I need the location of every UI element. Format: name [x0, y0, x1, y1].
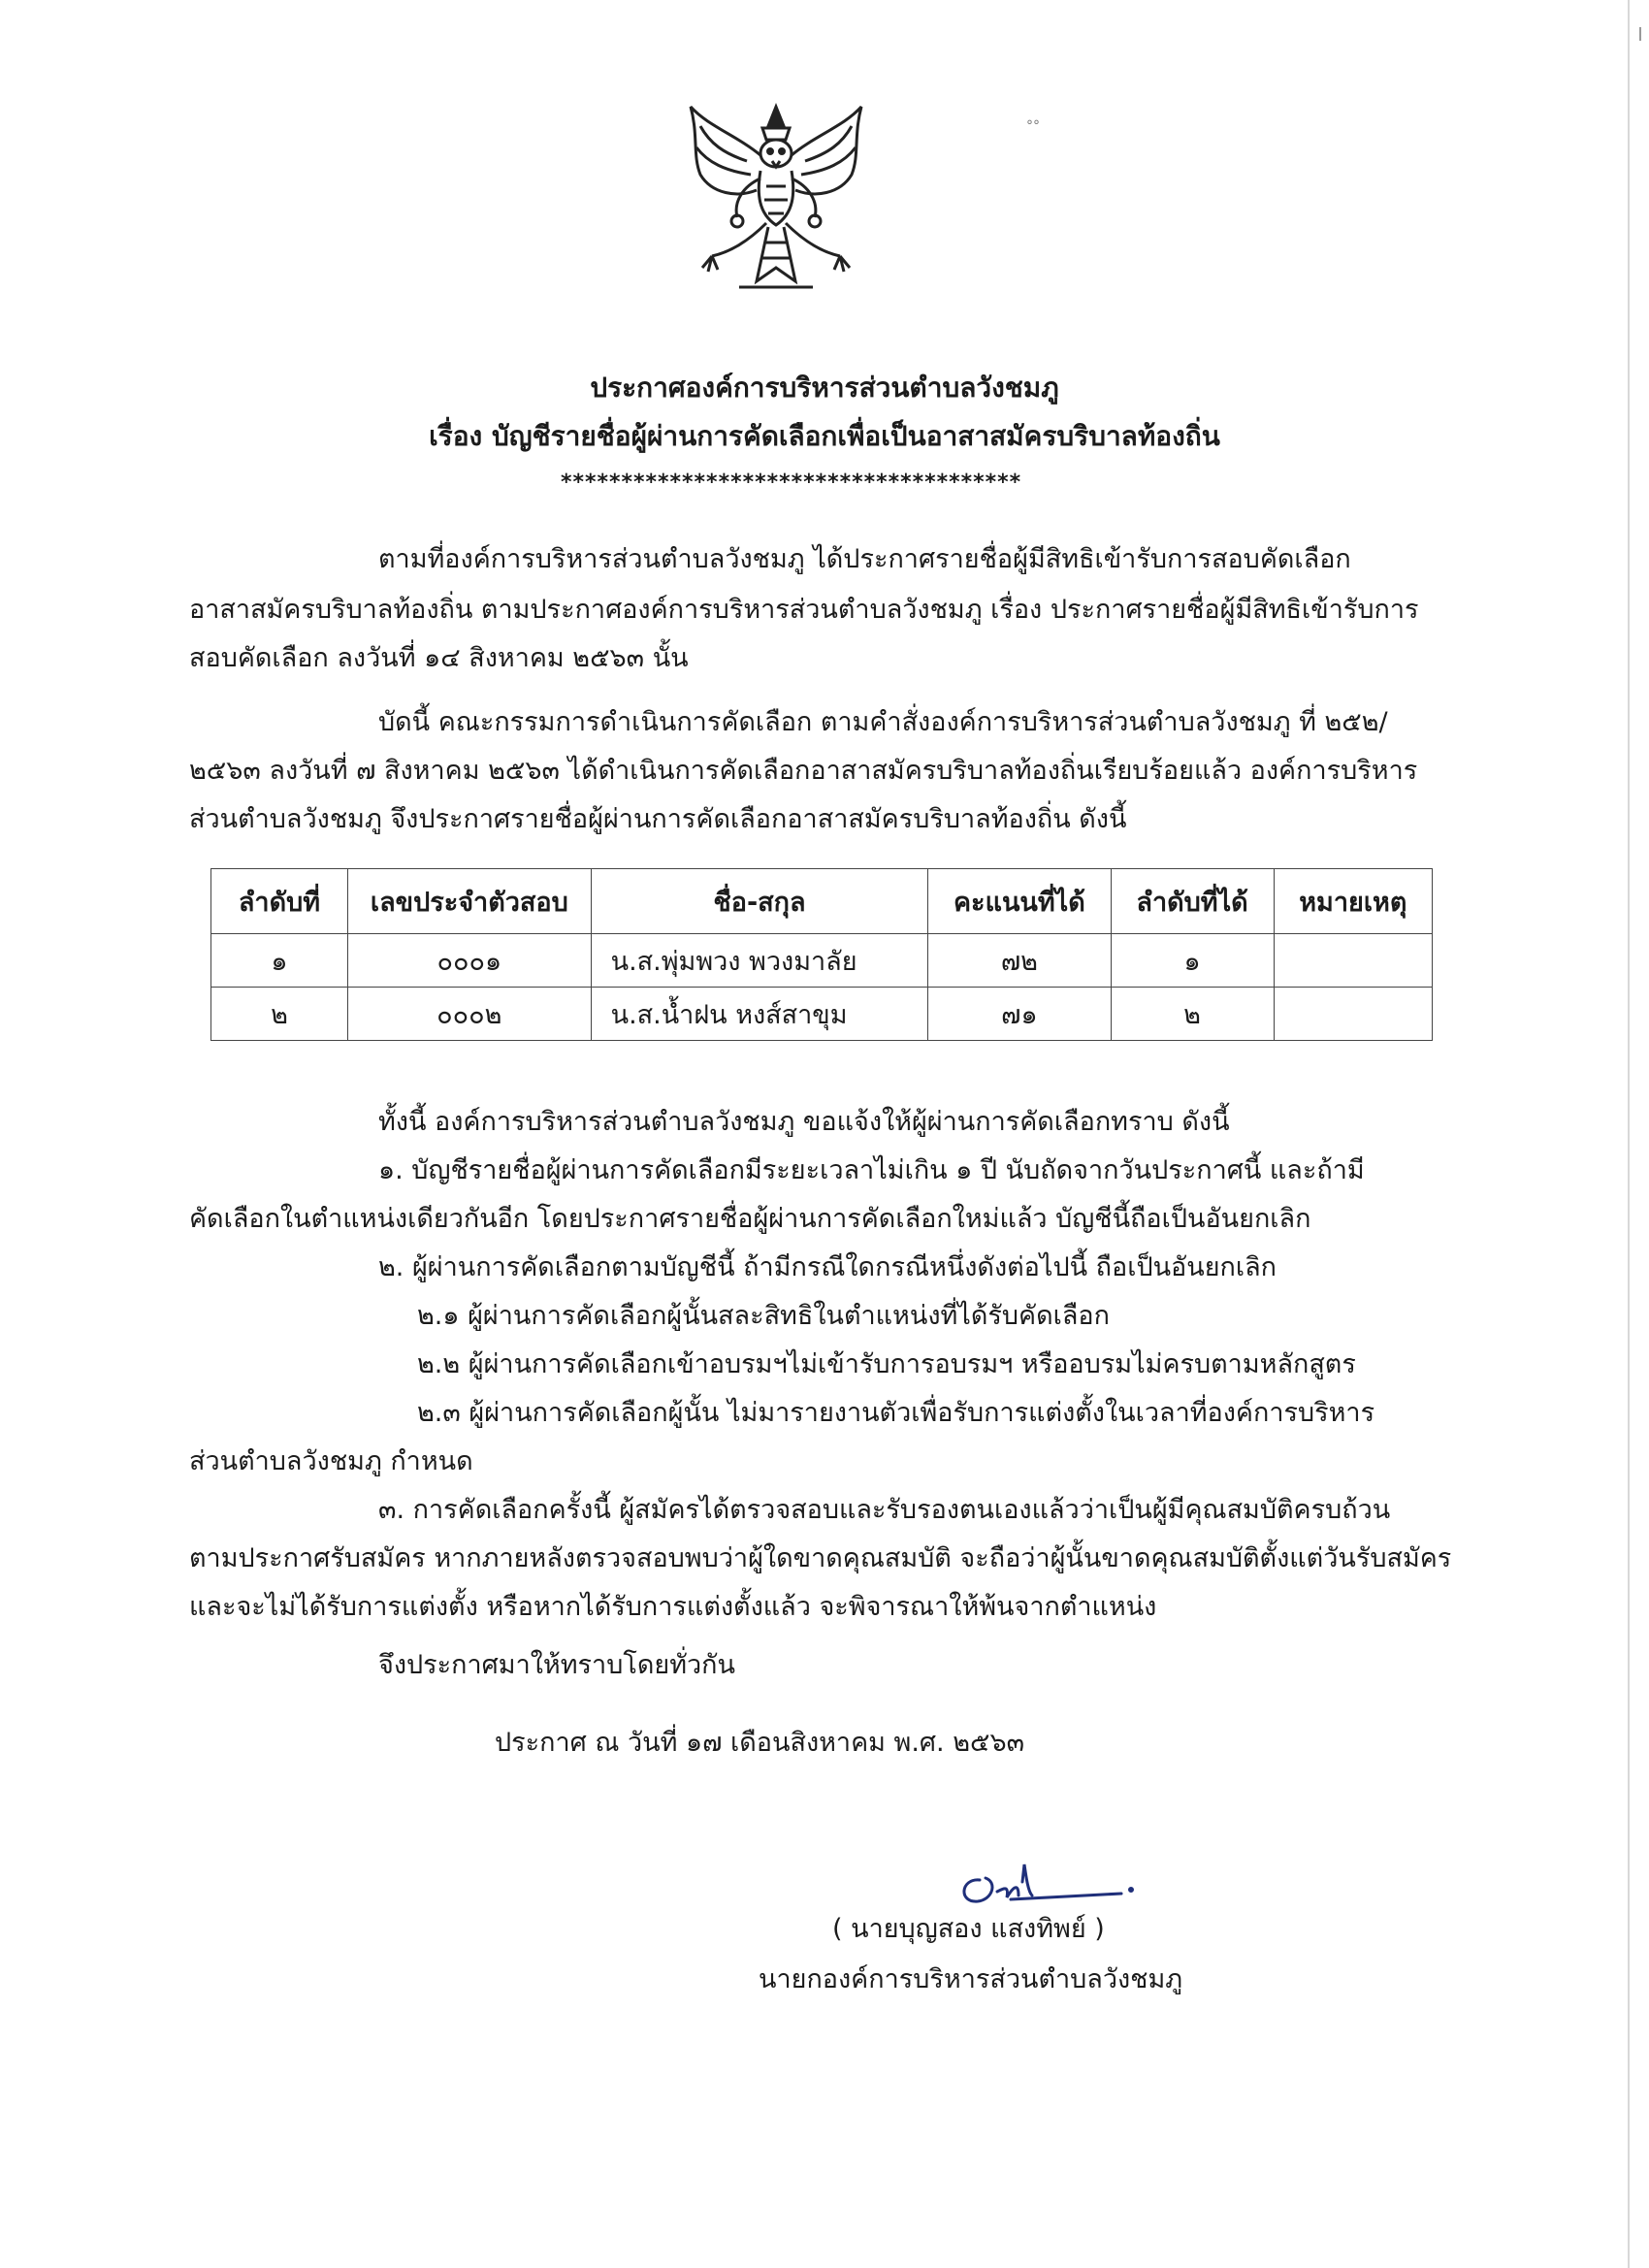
- condition-2-3-line1: ๒.๓ ผู้ผ่านการคัดเลือกผู้นั้น ไม่มารายงานตัวเพื่อรับการแต่งตั้งในเวลาที่องค์การบริหาร: [417, 1398, 1375, 1428]
- results-table: [210, 868, 1433, 1041]
- para1-line3: สอบคัดเลือก ลงวันที่ ๑๔ สิงหาคม ๒๕๖๓ นั้น: [189, 643, 689, 673]
- scan-speck: °°: [1026, 118, 1040, 134]
- para2-line1: บัดนี้ คณะกรรมการดำเนินการคัดเลือก ตามคำสั่งองค์การบริหารส่วนตำบลวังชมภู ที่ ๒๕๒/: [378, 707, 1388, 737]
- separator-stars: **************************************: [561, 470, 1022, 495]
- signer-name: ( นายบุญสอง แสงทิพย์ ): [832, 1914, 1105, 1944]
- col-remark: หมายเหตุ: [1274, 869, 1432, 934]
- announce-text: จึงประกาศมาให้ทราบโดยทั่วกัน: [378, 1650, 735, 1680]
- col-exam-id: เลขประจำตัวสอบ: [347, 869, 591, 934]
- condition-3-line2: ตามประกาศรับสมัคร หากภายหลังตรวจสอบพบว่าผู้ใดขาดคุณสมบัติ จะถือว่าผู้นั้นขาดคุณสมบัติตั้งแต่วันรับสมัคร: [189, 1543, 1452, 1573]
- table-header-row: [211, 869, 1433, 934]
- condition-1-line1: ๑. บัญชีรายชื่อผู้ผ่านการคัดเลือกมีระยะเวลาไม่เกิน ๑ ปี นับถัดจากวันประกาศนี้ และถ้ามี: [378, 1155, 1365, 1185]
- col-order: ลำดับที่: [211, 869, 348, 934]
- signature-icon: [951, 1853, 1135, 1921]
- condition-1-line2: คัดเลือกในตำแหน่งเดียวกันอีก โดยประกาศรายชื่อผู้ผ่านการคัดเลือกใหม่แล้ว บัญชีนี้ถือเป็นอันยกเลิก: [189, 1204, 1311, 1234]
- col-score: คะแนนที่ได้: [928, 869, 1111, 934]
- cell-name: น.ส.น้ำฝน หงส์สาขุม: [591, 988, 928, 1041]
- document-subject: เรื่อง บัญชีรายชื่อผู้ผ่านการคัดเลือกเพื่อเป็นอาสาสมัครบริบาลท้องถิ่น: [429, 420, 1220, 452]
- announce-date: ประกาศ ณ วันที่ ๑๗ เดือนสิงหาคม พ.ศ. ๒๕๖๓: [495, 1728, 1025, 1758]
- cell-remark: [1274, 988, 1432, 1041]
- garuda-emblem-icon: [679, 97, 873, 301]
- cell-rank: ๑: [1111, 934, 1274, 988]
- cell-name: น.ส.พุ่มพวง พวงมาลัย: [591, 934, 928, 988]
- document-title: ประกาศองค์การบริหารส่วนตำบลวังชมภู: [590, 372, 1059, 404]
- conditions-intro: ทั้งนี้ องค์การบริหารส่วนตำบลวังชมภู ขอแจ้งให้ผู้ผ่านการคัดเลือกทราบ ดังนี้: [378, 1107, 1230, 1137]
- condition-3-line3: และจะไม่ได้รับการแต่งตั้ง หรือหากได้รับการแต่งตั้งแล้ว จะพิจารณาให้พ้นจากตำแหน่ง: [189, 1592, 1157, 1622]
- condition-2-2: ๒.๒ ผู้ผ่านการคัดเลือกเข้าอบรมฯไม่เข้ารับการอบรมฯ หรืออบรมไม่ครบตามหลักสูตร: [417, 1349, 1356, 1379]
- cell-score: ๗๑: [928, 988, 1111, 1041]
- scan-edge-mark: [1639, 27, 1641, 41]
- cell-exam-id: ๐๐๐๑: [347, 934, 591, 988]
- table-row: [211, 988, 1433, 1041]
- cell-exam-id: ๐๐๐๒: [347, 988, 591, 1041]
- table-row: [211, 934, 1433, 988]
- para2-line2: ๒๕๖๓ ลงวันที่ ๗ สิงหาคม ๒๕๖๓ ได้ดำเนินการคัดเลือกอาสาสมัครบริบาลท้องถิ่นเรียบร้อยแล้ว องค์การบริหาร: [189, 756, 1418, 786]
- para2-line3: ส่วนตำบลวังชมภู จึงประกาศรายชื่อผู้ผ่านการคัดเลือกอาสาสมัครบริบาลท้องถิ่น ดังนี้: [189, 804, 1127, 834]
- para1-line2: อาสาสมัครบริบาลท้องถิ่น ตามประกาศองค์การบริหารส่วนตำบลวังชมภู เรื่อง ประกาศรายชื่อผู้มีสิทธิเข้ารับการ: [189, 595, 1419, 625]
- para1-line1: ตามที่องค์การบริหารส่วนตำบลวังชมภู ได้ประกาศรายชื่อผู้มีสิทธิเข้ารับการสอบคัดเลือก: [378, 544, 1351, 574]
- col-rank: ลำดับที่ได้: [1111, 869, 1274, 934]
- condition-2-3-line2: ส่วนตำบลวังชมภู กำหนด: [189, 1446, 473, 1476]
- cell-remark: [1274, 934, 1432, 988]
- cell-rank: ๒: [1111, 988, 1274, 1041]
- condition-2: ๒. ผู้ผ่านการคัดเลือกตามบัญชีนี้ ถ้ามีกรณีใดกรณีหนึ่งดังต่อไปนี้ ถือเป็นอันยกเลิก: [378, 1252, 1277, 1282]
- cell-order: ๒: [211, 988, 348, 1041]
- col-name: ชื่อ-สกุล: [591, 869, 928, 934]
- cell-order: ๑: [211, 934, 348, 988]
- condition-3-line1: ๓. การคัดเลือกครั้งนี้ ผู้สมัครได้ตรวจสอบและรับรองตนเองแล้วว่าเป็นผู้มีคุณสมบัติครบถ้วน: [378, 1495, 1391, 1525]
- signer-position: นายกองค์การบริหารส่วนตำบลวังชมภู: [759, 1964, 1183, 1994]
- condition-2-1: ๒.๑ ผู้ผ่านการคัดเลือกผู้นั้นสละสิทธิในตำแหน่งที่ได้รับคัดเลือก: [417, 1301, 1110, 1331]
- scan-edge-line: [1628, 0, 1630, 2268]
- cell-score: ๗๒: [928, 934, 1111, 988]
